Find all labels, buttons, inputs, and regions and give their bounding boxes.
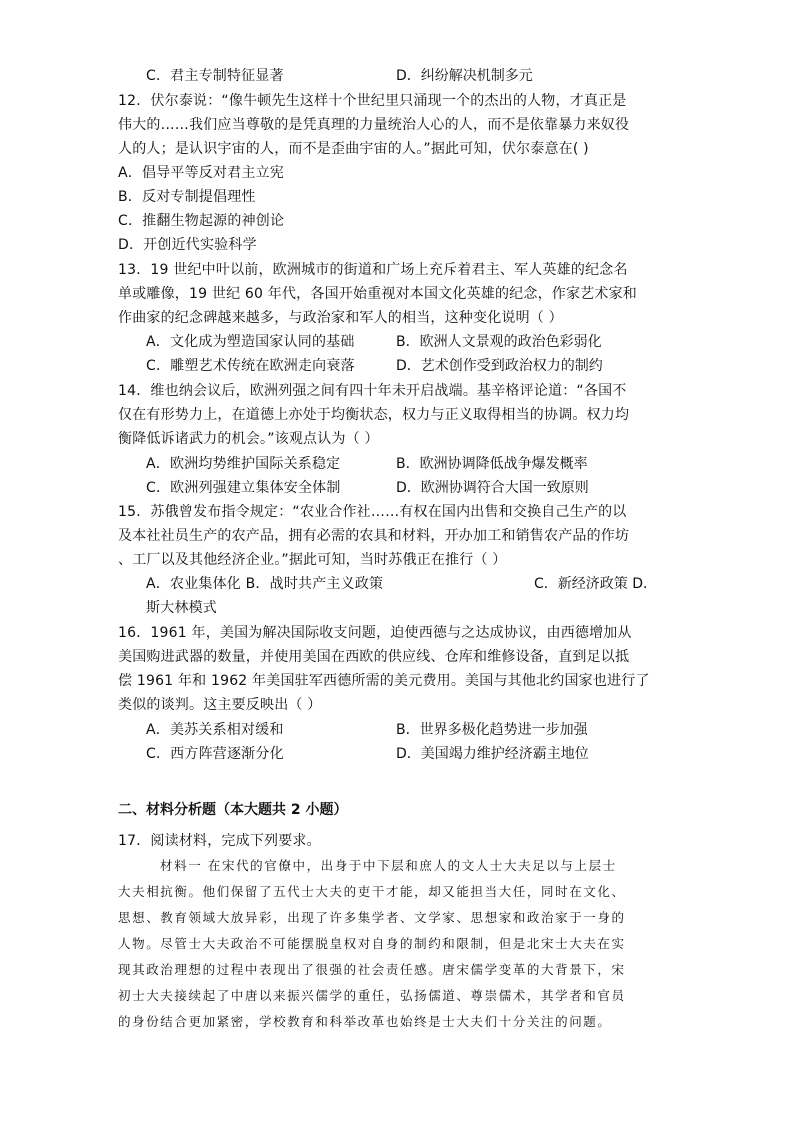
q16-stem-line-4: 类似的谈判。这主要反映出（ ） bbox=[118, 697, 322, 713]
q11-option-d: D．纠纷解决机制多元 bbox=[396, 68, 533, 84]
q11-option-c: C．君主专制特征显著 bbox=[146, 68, 284, 84]
q17-material-line-7: 的身份结合更加紧密，学校教育和科举改革也始终是士大夫们十分关注的问题。 bbox=[118, 1014, 612, 1029]
q12-option-d: D．开创近代实验科学 bbox=[118, 237, 257, 253]
q13-option-b: B．欧洲人文景观的政治色彩弱化 bbox=[396, 334, 602, 350]
section-heading: 二、材料分析题（本大题共 2 小题） bbox=[118, 802, 348, 818]
q17-material-line-1: 材料一 在宋代的官僚中，出身于中下层和庶人的文人士大夫足以与上层士 bbox=[160, 858, 617, 873]
q12-stem-line-3: 人的人；是认识宇宙的人，而不是歪曲宇宙的人。”据此可知，伏尔泰意在( ) bbox=[118, 141, 589, 157]
q16-stem-line-2: 美国购进武器的数量，并使用美国在西欧的供应线、仓库和维修设备，直到足以抵 bbox=[118, 649, 630, 665]
q13-option-d: D．艺术创作受到政治权力的制约 bbox=[396, 358, 603, 374]
q16-option-d: D．美国竭力维护经济霸主地位 bbox=[396, 746, 589, 762]
q13-option-a: A．文化成为塑造国家认同的基础 bbox=[146, 334, 355, 350]
q17-material-line-6: 初士大夫接续起了中唐以来振兴儒学的重任，弘扬儒道、尊崇儒术，其学者和官员 bbox=[118, 988, 626, 1003]
q13-stem-line-3: 作曲家的纪念碑越来越多，与政治家和军人的相当，这种变化说明（ ） bbox=[118, 310, 563, 326]
q15-option-d-text: 斯大林模式 bbox=[146, 600, 217, 616]
q17-material-line-5: 现其政治理想的过程中表现出了很强的社会责任感。唐宋儒学变革的大背景下，宋 bbox=[118, 962, 626, 977]
q14-stem-line-3: 衡降低诉诸武力的机会。”该观点认为（ ） bbox=[118, 431, 379, 447]
q15-options-cd: C．新经济政策 D． bbox=[534, 576, 658, 592]
q17-stem: 17．阅读材料，完成下列要求。 bbox=[118, 833, 321, 849]
q16-option-a: A．美苏关系相对缓和 bbox=[146, 722, 284, 738]
q12-option-a: A．倡导平等反对君主立宪 bbox=[118, 165, 284, 181]
q16-option-c: C．西方阵营逐渐分化 bbox=[146, 746, 284, 762]
q15-stem-line-1: 15．苏俄曾发布指令规定：“农业合作社……有权在国内出售和交换自己生产的以 bbox=[118, 504, 627, 520]
q12-stem-line-1: 12．伏尔泰说：“像牛顿先生这样十个世纪里只涌现一个的杰出的人物，才真正是 bbox=[118, 93, 627, 109]
q17-material-line-4: 人物。尽管士大夫政治不可能摆脱皇权对自身的制约和限制，但是北宋士大夫在实 bbox=[118, 936, 626, 951]
q14-option-c: C．欧洲列强建立集体安全体制 bbox=[146, 480, 341, 496]
q14-stem-line-1: 14．维也纳会议后，欧洲列强之间有四十年未开启战端。基辛格评论道：“各国不 bbox=[118, 383, 627, 399]
q12-option-b: B．反对专制提倡理性 bbox=[118, 189, 256, 205]
q16-stem-line-1: 16．1961 年，美国为解决国际收支问题，迫使西德与之达成协议，由西德增加从 bbox=[118, 625, 632, 641]
q12-option-c: C．推翻生物起源的神创论 bbox=[118, 213, 285, 229]
q16-stem-line-3: 偿 1961 年和 1962 年美国驻军西德所需的美元费用。美国与其他北约国家也进行了 bbox=[118, 673, 650, 689]
q15-stem-line-3: 、工厂以及其他经济企业。”据此可知，当时苏俄正在推行（ ） bbox=[118, 552, 507, 568]
q14-option-a: A．欧洲均势维护国际关系稳定 bbox=[146, 456, 341, 472]
q14-option-d: D．欧洲协调符合大国一致原则 bbox=[396, 480, 589, 496]
q17-material-line-2: 大夫相抗衡。他们保留了五代士大夫的吏干才能，却又能担当大任，同时在文化、 bbox=[118, 884, 626, 899]
q14-stem-line-2: 仅在有形势力上，在道德上亦处于均衡状态，权力与正义取得相当的协调。权力均 bbox=[118, 407, 630, 423]
q16-option-b: B．世界多极化趋势进一步加强 bbox=[396, 722, 588, 738]
q15-options-ab: A．农业集体化 B．战时共产主义政策 bbox=[146, 576, 384, 592]
q15-stem-line-2: 及本社社员生产的农产品，拥有必需的农具和材料，开办加工和销售农产品的作坊 bbox=[118, 528, 630, 544]
q13-option-c: C．雕塑艺术传统在欧洲走向衰落 bbox=[146, 358, 355, 374]
q12-stem-line-2: 伟大的……我们应当尊敬的是凭真理的力量统治人心的人，而不是依靠暴力来奴役 bbox=[118, 117, 630, 133]
q13-stem-line-2: 单或雕像，19 世纪 60 年代，各国开始重视对本国文化英雄的纪念，作家艺术家和 bbox=[118, 286, 637, 302]
q14-option-b: B．欧洲协调降低战争爆发概率 bbox=[396, 456, 588, 472]
q17-material-line-3: 思想、教育领域大放异彩，出现了许多集学者、文学家、思想家和政治家于一身的 bbox=[118, 910, 626, 925]
q13-stem-line-1: 13．19 世纪中叶以前，欧洲城市的街道和广场上充斥着君主、军人英雄的纪念名 bbox=[118, 262, 628, 278]
